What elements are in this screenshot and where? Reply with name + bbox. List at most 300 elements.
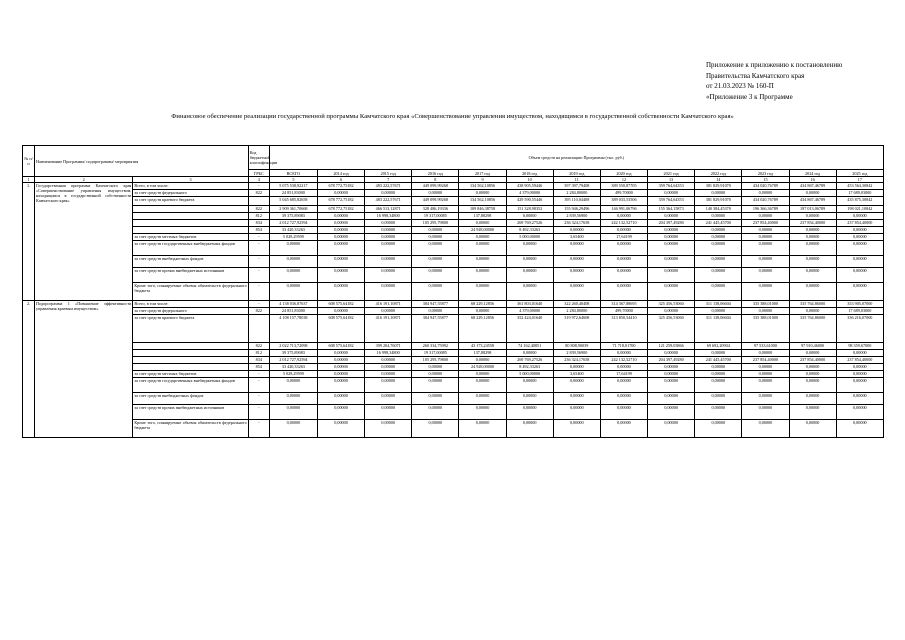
amount-cell: 389 550,87705 [600,183,647,190]
amount-cell: 416 191,10871 [365,315,412,343]
amount-cell: 33 420,33263 [269,364,317,371]
amount-cell: 0,00000 [365,308,412,315]
amount-cell: 0,00000 [600,241,647,256]
amount-cell: 325 456,53060 [648,301,695,308]
amount-cell: 0,00000 [412,405,459,420]
amount-cell: 260 334,75992 [412,343,459,350]
table-body [23,183,884,438]
amount-cell: 0,00000 [553,378,600,393]
funding-source-label: Всего, в том числе: [133,301,248,308]
amount-cell: 269 769,27526 [506,357,553,364]
column-number: 2 [35,177,133,183]
grbs-code: - [248,183,269,190]
table-row [23,220,884,227]
table-row [23,213,884,220]
amount-cell: 0,00000 [789,420,836,438]
amount-cell: 359 764,64353 [648,183,695,190]
amount-cell: 0,00000 [459,220,506,227]
amount-cell: 0,00000 [365,364,412,371]
grbs-code: - [248,420,269,438]
grbs-code: - [248,256,269,268]
grbs-code: 834 [248,220,269,227]
amount-cell: 0,00000 [789,393,836,405]
amount-cell: 0,00000 [742,405,789,420]
grbs-code: 834 [248,357,269,364]
amount-cell: 0,00000 [648,213,695,220]
amount-cell: 0,00000 [506,350,553,357]
amount-cell: 0,00000 [317,357,364,364]
grbs-code: - [248,283,269,301]
amount-cell: 0,00000 [506,393,553,405]
attachment-line: Приложение к приложению к постановлению [706,61,843,69]
funding-source-label: за счет средств государственных внебюджетных фондов [133,241,248,256]
table-row [23,283,884,301]
amount-cell: 0,00000 [742,371,789,378]
amount-cell: 0,00000 [742,241,789,256]
amount-cell: 499,70000 [600,190,647,197]
amount-cell: 608 575,64182 [317,315,364,343]
amount-cell: 17 689,03000 [836,308,883,315]
amount-cell: 0,00000 [365,357,412,364]
amount-cell: 39 375,89083 [269,350,317,357]
amount-cell: 19 317,00085 [412,213,459,220]
amount-cell: 0,00000 [789,405,836,420]
amount-cell: 0,00000 [506,241,553,256]
section-number: 1. [23,183,35,301]
amount-cell: 311 138,06604 [695,315,742,343]
section-name: Государственная программа Камчатского края «Совершенствование управления имуществом, находящимся в государственной собственности Камчатского края» [35,183,133,301]
amount-cell: 24 851,83000 [269,190,317,197]
amount-cell: 198 021,10842 [836,206,883,213]
amount-cell: 384 947,55877 [412,315,459,343]
amount-cell: 0,00000 [695,234,742,241]
amount-cell: 242 132,52710 [600,220,647,227]
amount-cell: 0,00000 [365,393,412,405]
amount-cell: 4 379,00000 [506,190,553,197]
header-year: 2017 год [459,170,506,177]
amount-cell: 237 854,40000 [836,220,883,227]
amount-cell: 0,00000 [317,371,364,378]
funding-source-label: за счет средств краевого бюджета [133,315,248,343]
amount-cell: 322 260,40408 [553,301,600,308]
amount-cell: 237 854,40000 [836,357,883,364]
amount-cell: 97 533,61000 [742,343,789,350]
amount-cell: 0,00000 [742,308,789,315]
funding-source-label: за счет средств внебюджетных фондов [133,393,248,405]
funding-source-label [133,213,248,220]
amount-cell: 395 110,04408 [553,197,600,206]
amount-cell: 0,00000 [600,350,647,357]
amount-cell: 0,00000 [412,308,459,315]
column-number: 3 [133,177,248,183]
amount-cell: 0,00000 [836,256,883,268]
table-row [23,378,884,393]
column-number: 5 [269,177,317,183]
amount-cell: 105 295,79800 [412,220,459,227]
funding-source-label: за счет средств прочих внебюджетных источников [133,268,248,283]
amount-cell: 2 022 713,72098 [269,343,317,350]
amount-cell: 137,88298 [459,213,506,220]
amount-cell: 16 998,34800 [365,213,412,220]
column-number: 12 [600,177,647,183]
amount-cell: 434 020,76789 [742,197,789,206]
amount-cell: 381 829,91070 [695,197,742,206]
funding-source-label: за счет средств государственных внебюджетных фондов [133,378,248,393]
amount-cell: 5 000,00000 [506,371,553,378]
amount-cell: 0,00000 [412,283,459,301]
table-row [23,241,884,256]
amount-cell: 0,00000 [412,420,459,438]
table-row [23,350,884,357]
amount-cell: 0,00000 [836,227,883,234]
amount-cell: 313 850,54410 [600,315,647,343]
amount-cell: 0,00000 [648,393,695,405]
column-number: 1 [23,177,35,183]
section-name: Подпрограмма 1 «Повышение эффективности управления краевым имуществом» [35,301,133,438]
amount-cell: 678 772,75182 [317,197,364,206]
amount-cell: 68 229,12856 [459,301,506,308]
amount-cell: 384 947,55877 [412,301,459,308]
amount-cell: 0,00000 [412,190,459,197]
amount-cell: 0,00000 [412,241,459,256]
amount-cell: 0,00000 [648,371,695,378]
grbs-code [248,315,269,343]
amount-cell: 0,00000 [695,268,742,283]
amount-cell: 453 564,30842 [836,183,883,190]
amount-cell: 0,00000 [600,393,647,405]
amount-cell: 0,00000 [695,241,742,256]
amount-cell: 0,00000 [459,234,506,241]
grbs-code: 812 [248,350,269,357]
column-number: 14 [695,177,742,183]
amount-cell: 678 772,75182 [317,206,364,213]
amount-cell: 0,00000 [506,378,553,393]
amount-cell: 0,00000 [553,268,600,283]
funding-source-label: Кроме того, планируемые объемы обязательств федерального бюджета [133,283,248,301]
column-number: 10 [506,177,553,183]
amount-cell: 0,00000 [648,227,695,234]
amount-cell: 0,00000 [269,241,317,256]
amount-cell: 359 764,64353 [648,197,695,206]
amount-cell: 43 173,24558 [459,343,506,350]
amount-cell: 3,65400 [553,371,600,378]
amount-cell: 608 575,64182 [317,343,364,350]
funding-source-label: за счет средств внебюджетных фондов [133,256,248,268]
header-budget-code: Код бюджетной классификации [248,146,269,170]
table-row [23,206,884,213]
amount-cell: 0,00000 [365,283,412,301]
amount-cell: 0,00000 [600,256,647,268]
amount-cell: 0,00000 [506,256,553,268]
amount-cell: 0,00000 [648,308,695,315]
grbs-code: - [248,371,269,378]
amount-cell: 0,00000 [365,227,412,234]
amount-cell: 151 328,98352 [506,206,553,213]
attachment-line: от 21.03.2023 № 160-П [706,82,774,90]
amount-cell: 0,00000 [789,213,836,220]
table-row [23,234,884,241]
amount-cell: 416 191,10871 [365,301,412,308]
amount-cell: 0,00000 [648,268,695,283]
amount-cell: 335 764,86000 [789,301,836,308]
amount-cell: 196 366,36789 [742,206,789,213]
amount-cell: 0,00000 [836,420,883,438]
amount-cell: 242 132,52710 [600,357,647,364]
amount-cell: 5 075 538,92217 [269,183,317,190]
amount-cell: 0,00000 [459,371,506,378]
amount-cell: 0,00000 [317,213,364,220]
header-year: 2021 год [648,170,695,177]
amount-cell: 0,00000 [365,371,412,378]
amount-cell: 0,00000 [695,190,742,197]
amount-cell: 0,00000 [789,234,836,241]
table-row [23,393,884,405]
header-year: 2019 год [553,170,600,177]
amount-cell: 0,00000 [600,378,647,393]
amount-cell: 69 692,20904 [695,343,742,350]
amount-cell: 0,00000 [742,268,789,283]
amount-cell: 0,00000 [648,420,695,438]
amount-cell: 0,00000 [269,268,317,283]
amount-cell: 0,00000 [600,227,647,234]
header-year: 2016 год [412,170,459,177]
section-number: 2. [23,301,35,438]
amount-cell: 5 045 685,82658 [269,197,317,206]
grbs-code: - [248,378,269,393]
attachment-note [706,60,896,102]
amount-cell: 0,00000 [648,405,695,420]
amount-cell: 0,00000 [317,227,364,234]
column-number: 9 [459,177,506,183]
amount-cell: 0,00000 [600,420,647,438]
funding-source-label: за счет средств местных бюджетов [133,234,248,241]
grbs-code: 854 [248,227,269,234]
amount-cell: 0,00000 [742,378,789,393]
table-row [23,301,884,308]
amount-cell: 319 972,64608 [553,315,600,343]
table-header [23,146,884,183]
amount-cell: 2 839,56900 [553,213,600,220]
amount-cell: 435 875,30842 [836,197,883,206]
amount-cell: 466 513,12871 [365,206,412,213]
amount-cell: 0,00000 [459,357,506,364]
amount-cell: 3,65400 [553,234,600,241]
header-volume: Объем средств на реализацию Программы (тыс. руб.) [269,146,883,170]
amount-cell: 16 998,34800 [365,350,412,357]
amount-cell: 4 138 036,87637 [269,301,317,308]
amount-cell: 0,00000 [836,241,883,256]
header-year: 2022 год [695,170,742,177]
grbs-code: - [248,268,269,283]
amount-cell: 2 012 727,92594 [269,357,317,364]
amount-cell: 314 367,88695 [600,301,647,308]
amount-cell: 0,00000 [365,268,412,283]
header-year: 2014 год [317,170,364,177]
amount-cell: 17 689,03000 [836,190,883,197]
amount-cell: 0,00000 [412,268,459,283]
amount-cell: 0,00000 [789,190,836,197]
amount-cell: 483 222,57671 [365,183,412,190]
funding-source-label [133,364,248,371]
header-year: 2020 год [600,170,647,177]
amount-cell: 0,00000 [836,378,883,393]
amount-cell: 0,00000 [412,378,459,393]
amount-cell: 5 000,00000 [506,234,553,241]
amount-cell: 0,00000 [742,420,789,438]
amount-cell: 0,00000 [365,241,412,256]
amount-cell: 0,00000 [742,213,789,220]
header-num: № п/п [23,146,35,177]
amount-cell: 0,00000 [742,350,789,357]
grbs-code: 822 [248,206,269,213]
amount-cell: 237 854,40000 [742,357,789,364]
amount-cell: 0,00000 [365,256,412,268]
amount-cell: 0,00000 [269,393,317,405]
amount-cell: 0,00000 [648,378,695,393]
amount-cell: 33 420,33263 [269,227,317,234]
amount-cell: 0,00000 [742,393,789,405]
amount-cell: 0,00000 [600,405,647,420]
grbs-code: - [248,405,269,420]
amount-cell: 0,00000 [412,371,459,378]
table-row [23,315,884,343]
amount-cell: 0,00000 [789,268,836,283]
amount-cell: 399 204,76071 [365,343,412,350]
amount-cell: 361 803,01640 [506,301,553,308]
header-year: 2015 год [365,170,412,177]
funding-source-label: за счет средств федерального [133,308,248,315]
amount-cell: 0,00000 [742,283,789,301]
amount-cell: 311 138,06604 [695,301,742,308]
amount-cell: 397 397,79408 [553,183,600,190]
table-row [23,268,884,283]
amount-cell: 236 324,17658 [553,357,600,364]
header-name: Наименование Программы/ подпрограммы/ мероприятия [35,146,249,177]
amount-cell: 0,00000 [553,256,600,268]
column-number: 6 [317,177,364,183]
amount-cell: 0,00000 [695,371,742,378]
amount-cell: 429 590,55446 [506,197,553,206]
funding-source-label: за счет средств местных бюджетов [133,371,248,378]
grbs-code: - [248,234,269,241]
grbs-code [248,197,269,206]
amount-cell: 449 099,99268 [412,197,459,206]
amount-cell: 2 909 361,70668 [269,206,317,213]
amount-cell: 0,00000 [459,393,506,405]
amount-cell: 0,00000 [412,227,459,234]
amount-cell: 0,00000 [317,256,364,268]
amount-cell: 0,00000 [317,308,364,315]
amount-cell: 0,00000 [553,393,600,405]
column-number: 7 [365,177,412,183]
amount-cell: 24 928,00000 [459,364,506,371]
amount-cell: 0,00000 [459,378,506,393]
amount-cell: 0,00000 [459,283,506,301]
amount-cell: 0,00000 [836,405,883,420]
amount-cell: 121 259,03866 [648,343,695,350]
header-grbs: ГРБС [248,170,269,177]
amount-cell: 0,00000 [836,283,883,301]
amount-cell: 17,64199 [600,234,647,241]
amount-cell: 5 028,29599 [269,371,317,378]
table-row [23,405,884,420]
amount-cell: 17,64199 [600,371,647,378]
amount-cell: 2 284,80000 [553,190,600,197]
amount-cell: 389 033,53506 [600,197,647,206]
column-number: 4 [248,177,269,183]
amount-cell: 0,00000 [553,405,600,420]
attachment-line: «Приложение 3 к Программе [706,92,793,101]
amount-cell: 0,00000 [506,405,553,420]
amount-cell: 0,00000 [317,283,364,301]
amount-cell: 352 424,01640 [506,315,553,343]
column-number: 13 [648,177,695,183]
amount-cell: 434 867,46789 [789,197,836,206]
amount-cell: 483 222,57671 [365,197,412,206]
amount-cell: 0,00000 [317,190,364,197]
amount-cell: 0,00000 [317,234,364,241]
amount-cell: 0,00000 [553,227,600,234]
amount-cell: 0,00000 [553,283,600,301]
amount-cell: 0,00000 [269,256,317,268]
amount-cell: 68 229,12856 [459,315,506,343]
grbs-code: 854 [248,364,269,371]
amount-cell: 0,00000 [459,405,506,420]
amount-cell: 0,00000 [836,268,883,283]
grbs-code: 822 [248,190,269,197]
amount-cell: 0,00000 [412,234,459,241]
funding-source-label: за счет средств краевого бюджета [133,197,248,206]
amount-cell: 0,00000 [789,283,836,301]
amount-cell: 197 013,06789 [789,206,836,213]
amount-cell: 0,00000 [648,350,695,357]
amount-cell: 0,00000 [317,220,364,227]
amount-cell: 237 854,40000 [789,357,836,364]
amount-cell: 0,00000 [836,364,883,371]
amount-cell: 204 397,49280 [648,357,695,364]
amount-cell: 134 562,10856 [459,183,506,190]
amount-cell: 39 375,89083 [269,213,317,220]
amount-cell: 24 851,83000 [269,308,317,315]
amount-cell: 678 772,75182 [317,183,364,190]
amount-cell: 0,00000 [836,350,883,357]
table-row [23,357,884,364]
amount-cell: 0,00000 [412,256,459,268]
amount-cell: 0,00000 [695,256,742,268]
amount-cell: 0,00000 [836,213,883,220]
amount-cell: 0,00000 [506,420,553,438]
grbs-code: 812 [248,213,269,220]
table-row [23,308,884,315]
header-year: 2018 год [506,170,553,177]
amount-cell: 0,00000 [600,364,647,371]
amount-cell: 0,00000 [600,213,647,220]
amount-cell: 0,00000 [789,227,836,234]
amount-cell: 5 028,29599 [269,234,317,241]
table-row [23,190,884,197]
amount-cell: 0,00000 [412,364,459,371]
header-year: 2025 год [836,170,883,177]
amount-cell: 0,00000 [459,256,506,268]
amount-cell: 0,00000 [695,420,742,438]
funding-source-label: за счет средств прочих внебюджетных источников [133,405,248,420]
amount-cell: 19 317,00085 [412,350,459,357]
amount-cell: 24 928,00000 [459,227,506,234]
amount-cell: 0,00000 [459,268,506,283]
amount-cell: 335 388,01000 [742,315,789,343]
amount-cell: 236 324,17658 [553,220,600,227]
amount-cell: 0,00000 [365,405,412,420]
